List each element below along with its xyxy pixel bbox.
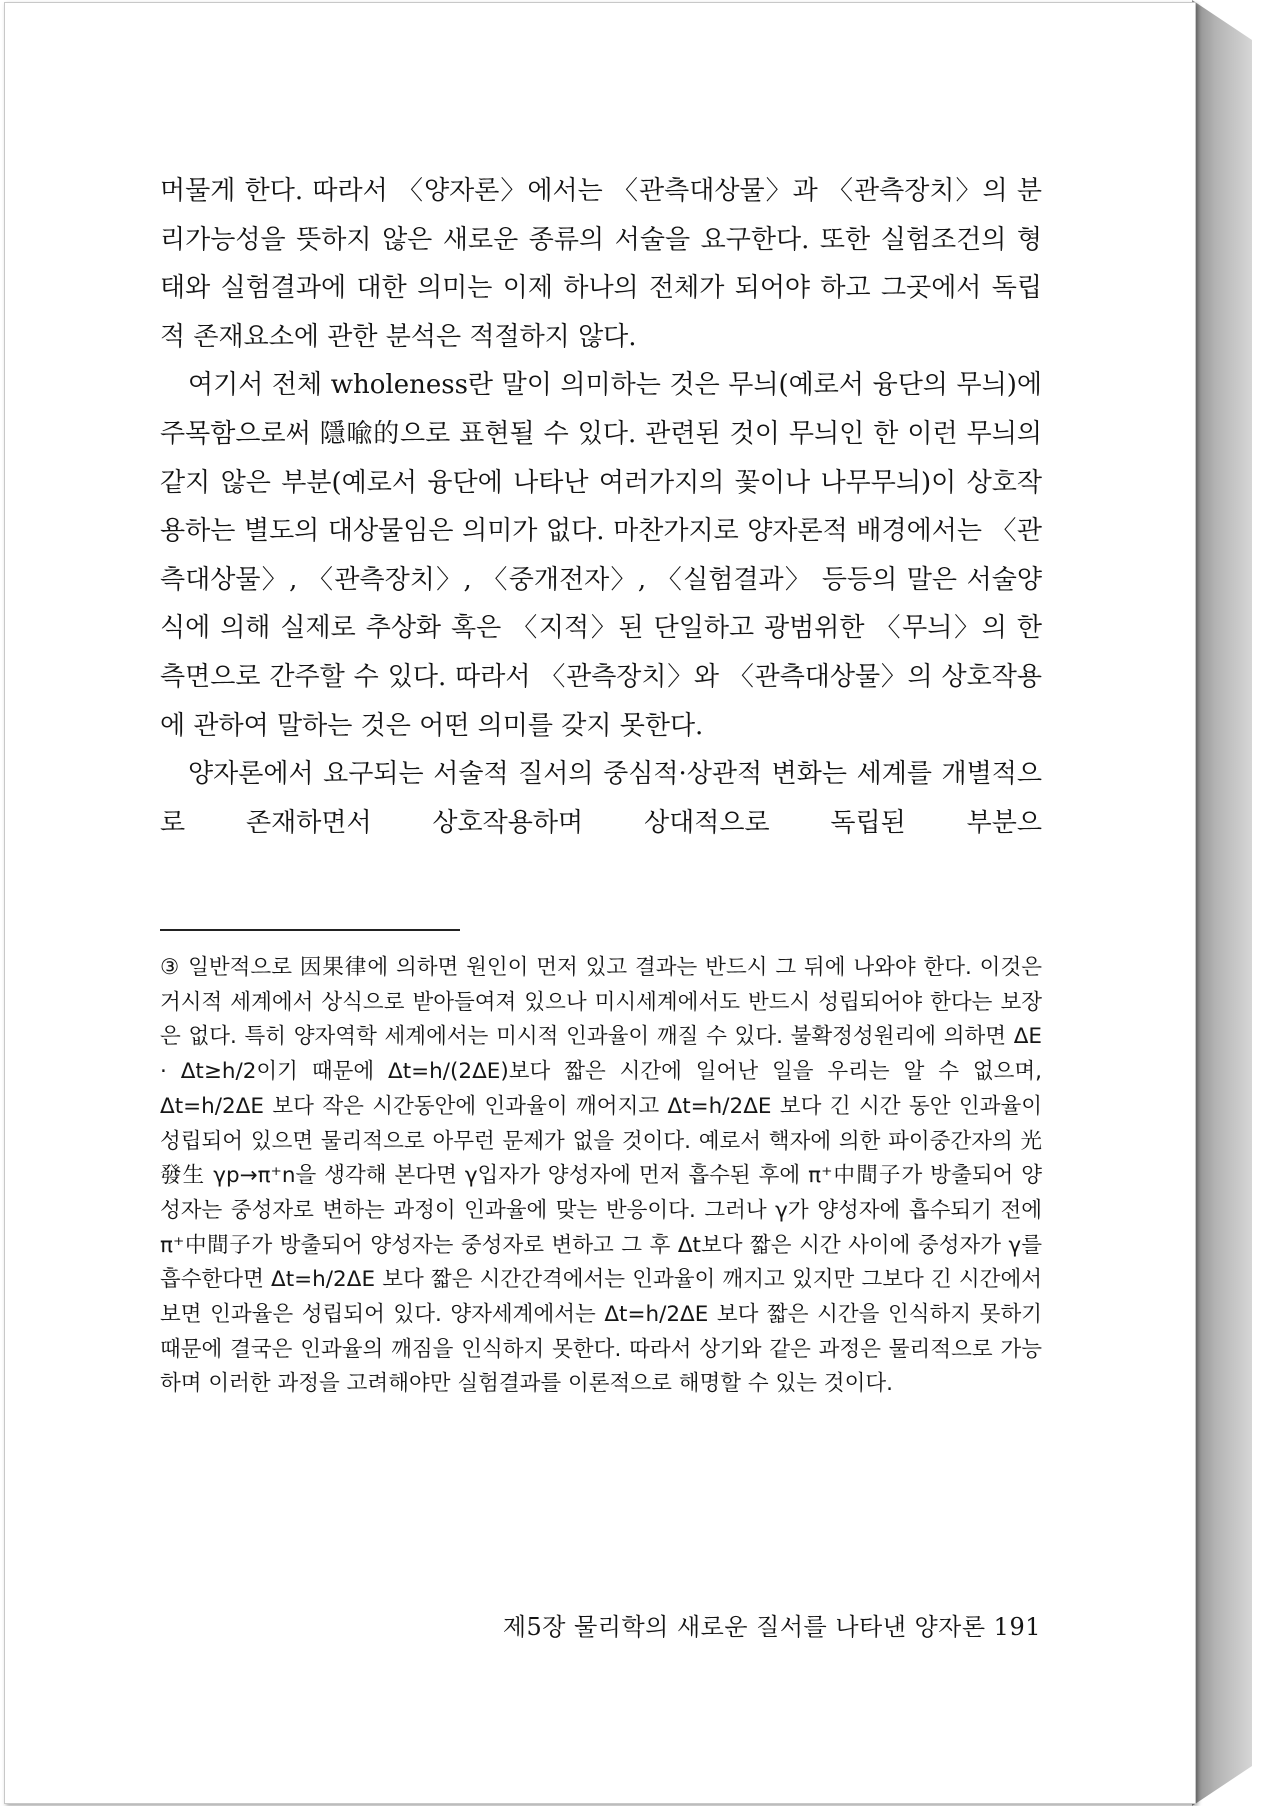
body-text <box>160 167 1042 847</box>
paragraph-3: 양자론에서 요구되는 서술적 질서의 중심적·상관적 변화는 세계를 개별적으로 존재하면서 상호작용하며 상대적으로 독립된 부분으 <box>160 759 1042 838</box>
page-edge-bottom <box>1192 1766 1252 1806</box>
page-edge-top <box>1192 0 1252 40</box>
page-edge <box>1192 0 1252 1806</box>
footnote-divider <box>160 929 460 931</box>
footnote: ③ 일반적으로 因果律에 의하면 원인이 먼저 있고 결과는 반드시 그 뒤에 나와야 한다. 이것은 거시적 세계에서 상식으로 받아들여져 있으나 미시세계에서도 반드시 성립되어야 한다는 보장은 없다. 특히 양자역학 세계에서는 미시적 인과율이 깨질 수 있다. 불확정성원리에 의하면 ΔE · Δt≥h/2이기 때문에 Δt=h/(2ΔE)보다 짧은 시간에 일어난 일을 우리는 알 수 없으며, Δt=h/2ΔE 보다 작은 시간동안에 인과율이 깨어지고 Δt=h/2ΔE 보다 긴 시간 동안 인과율이 성립되어 있으면 물리적으로 아무런 문제가 없을 것이다. 예로서 핵자에 의한 파이중간자의 光發生 γp→π⁺n을 생각해 본다면 γ입자가 양성자에 먼저 흡수된 후에 π⁺中間子가 방출되어 양성자는 중성자로 변하는 과정이 인과율에 맞는 반응이다. 그러나 γ가 양성자에 흡수되기 전에 π⁺中間子가 방출되어 양성자는 중성자로 변하고 그 후 Δt보다 짧은 시간 사이에 중성자가 γ를 흡수한다면 Δt=h/2ΔE 보다 짧은 시간간격에서는 인과율이 깨지고 있지만 그보다 긴 시간에서 보면 인과율은 성립되어 있다. 양자세계에서는 Δt=h/2ΔE 보다 짧은 시간을 인식하지 못하기 때문에 결국은 인과율의 깨짐을 인식하지 못한다. 따라서 상기와 같은 과정은 물리적으로 가능하며 이러한 과정을 고려해야만 실험결과를 이론적으로 해명할 수 있는 것이다. <box>160 955 1042 1397</box>
running-footer: 제5장 물리학의 새로운 질서를 나타낸 양자론 191 <box>502 1613 1041 1641</box>
paragraph-2: 여기서 전체 wholeness란 말이 의미하는 것은 무늬(예로서 융단의 무늬)에 주목함으로써 隱喩的으로 표현될 수 있다. 관련된 것이 무늬인 한 이런 무늬의 같지 않은 부분(예로서 융단에 나타난 여러가지의 꽃이나 나무무늬)이 상호작용하는 별도의 대상물임은 의미가 없다. 마찬가지로 양자론적 배경에서는 〈관측대상물〉, 〈관측장치〉, 〈중개전자〉, 〈실험결과〉 등등의 말은 서술양식에 의해 실제로 추상화 혹은 〈지적〉된 단일하고 광범위한 〈무늬〉의 한 측면으로 간주할 수 있다. 따라서 〈관측장치〉와 〈관측대상물〉의 상호작용에 관하여 말하는 것은 어떤 의미를 갖지 못한다. <box>160 370 1042 741</box>
book-page <box>4 2 1196 1804</box>
paragraph-1: 머물게 한다. 따라서 〈양자론〉에서는 〈관측대상물〉과 〈관측장치〉의 분리가능성을 뜻하지 않은 새로운 종류의 서술을 요구한다. 또한 실험조건의 형태와 실험결과에 대한 의미는 이제 하나의 전체가 되어야 하고 그곳에서 독립적 존재요소에 관한 분석은 적절하지 않다. <box>160 176 1042 352</box>
